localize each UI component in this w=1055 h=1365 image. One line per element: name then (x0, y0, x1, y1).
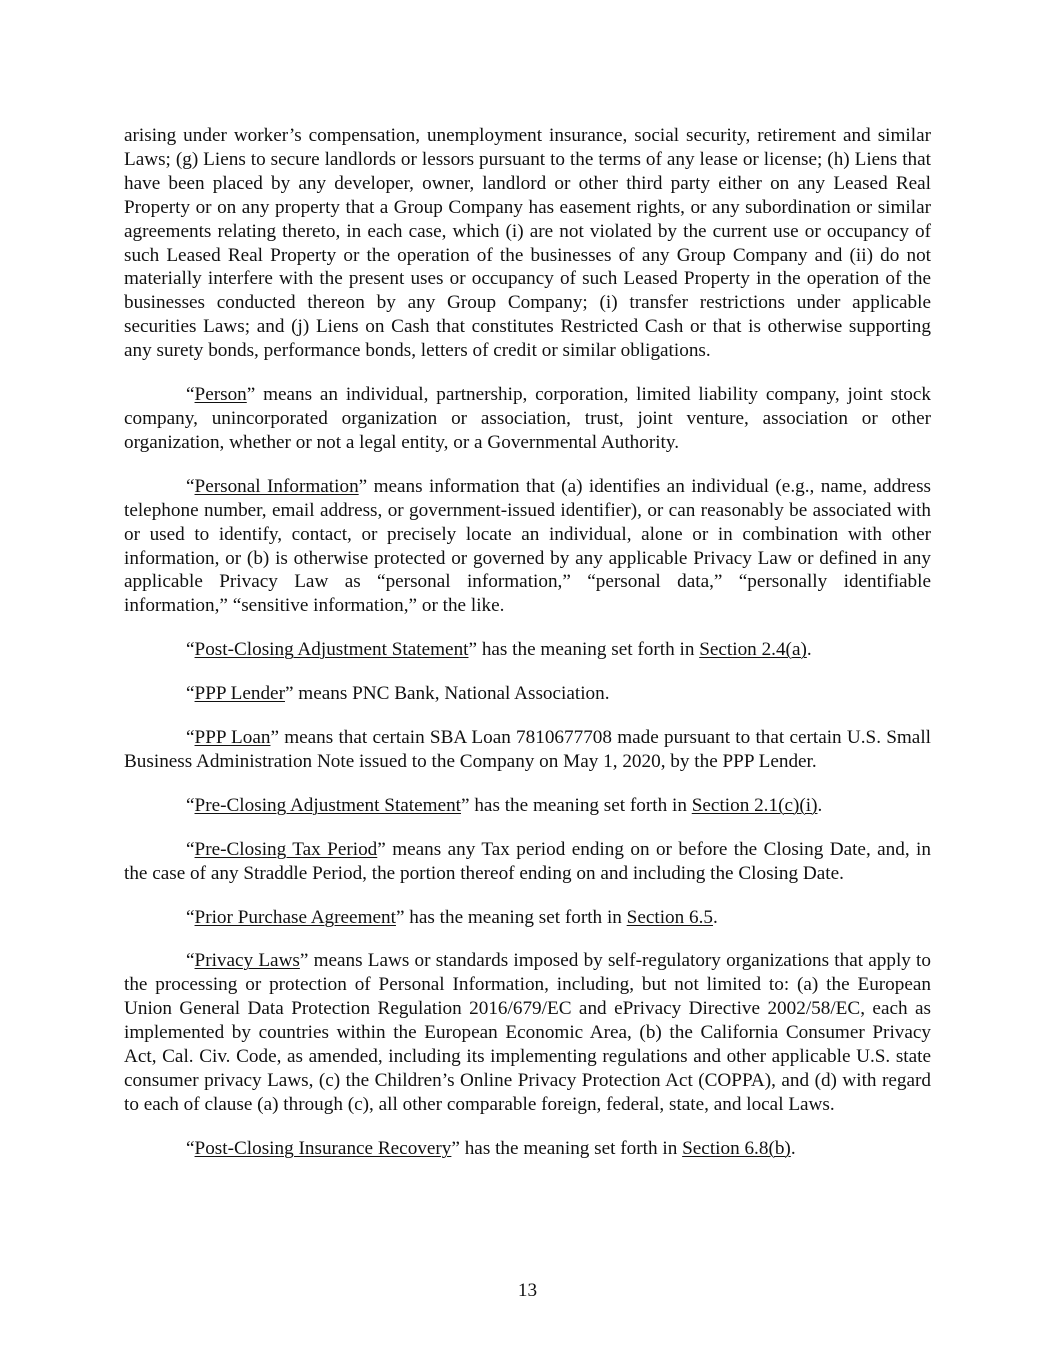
section-reference: Section 2.1(c)(i) (691, 794, 818, 816)
defined-term: Pre-Closing Adjustment Statement (194, 794, 462, 816)
defined-term: PPP Lender (194, 683, 285, 705)
defined-term: Person (194, 384, 247, 406)
section-reference: Section 6.5 (626, 906, 714, 928)
defined-term: PPP Loan (194, 727, 271, 749)
definition-prior-purchase-agreement: “Prior Purchase Agreement” has the meaning set forth in Section 6.5. (186, 906, 718, 928)
section-reference: Section 2.4(a) (699, 639, 807, 661)
document-page (124, 124, 931, 1181)
definition-privacy-laws: “Privacy Laws” means Laws or standards imposed by self-regulatory organizations that apply to the processing or protection of Personal Information, including, but not limited to: (a) the European Union General Data Protection Regulation 2016/679/EC and ePrivacy Directive 2002/58/EC, each as implemented by countries within the European Economic Area, (b) the California Consumer Privacy Act, Cal. Civ. Code, as amended, including its implementing regulations and other applicable U.S. state consumer privacy Laws, (c) the Children’s Online Privacy Protection Act (COPPA), and (d) with regard to each of clause (a) through (c), all other comparable foreign, federal, state, and local Laws. (124, 950, 931, 1115)
defined-term: Post-Closing Adjustment Statement (194, 639, 469, 661)
defined-term: Privacy Laws (194, 950, 300, 972)
definition-pre-closing-tax-period: “Pre-Closing Tax Period” means any Tax period ending on or before the Closing Date, and, in the case of any Straddle Period, the portion thereof ending on and including the Closing Date. (124, 838, 931, 884)
defined-term: Prior Purchase Agreement (194, 906, 396, 928)
intro-paragraph: arising under worker’s compensation, unemployment insurance, social security, retirement and similar Laws; (g) Liens to secure landlords or lessors pursuant to the terms of any lease or license; (h) Liens that have been placed by any developer, owner, landlord or other third party either on any Leased Real Property or on any property that a Group Company has easement rights, or any subordination or similar agreements relating thereto, in each case, which (i) are not violated by the current use or occupancy of such Leased Real Property or the operation of the businesses of any Group Company and (ii) do not materially interfere with the present uses or occupancy of such Leased Property in the operation of the businesses conducted thereon by any Group Company; (i) transfer restrictions under applicable securities Laws; and (j) Liens on Cash that constitutes Restricted Cash or that is otherwise supporting any surety bonds, performance bonds, letters of credit or similar obligations. (124, 125, 931, 362)
section-reference: Section 6.8(b) (682, 1137, 791, 1159)
page-number: 13 (517, 1280, 538, 1301)
definition-person: “Person” means an individual, partnership, corporation, limited liability company, joint stock company, unincorporated organization or association, trust, joint venture, association or other organization, whether or not a legal entity, or a Governmental Authority. (124, 384, 931, 453)
defined-term: Personal Information (194, 475, 359, 497)
definition-pre-closing-adjustment-statement: “Pre-Closing Adjustment Statement” has the meaning set forth in Section 2.1(c)(i). (186, 794, 823, 816)
definition-personal-information: “Personal Information” means information that (a) identifies an individual (e.g., name, address telephone number, email address, or government-issued identifier), or can reasonably be associated with or used to identify, contact, or precisely locate an individual, alone or in combination with other information, or (b) is otherwise protected or governed by any applicable Privacy Law or defined in any applicable Privacy Law as “personal information,” “personal data,” “personally identifiable information,” “sensitive information,” or the like. (124, 475, 931, 617)
definition-ppp-lender: “PPP Lender” means PNC Bank, National Association. (186, 683, 610, 705)
defined-term: Post-Closing Insurance Recovery (194, 1137, 452, 1159)
definition-post-closing-insurance-recovery: “Post-Closing Insurance Recovery” has the meaning set forth in Section 6.8(b). (186, 1137, 796, 1159)
definition-post-closing-adjustment-statement: “Post-Closing Adjustment Statement” has the meaning set forth in Section 2.4(a). (186, 639, 812, 661)
definition-ppp-loan: “PPP Loan” means that certain SBA Loan 7810677708 made pursuant to that certain U.S. Small Business Administration Note issued to the Company on May 1, 2020, by the PPP Lender. (124, 727, 931, 772)
defined-term: Pre-Closing Tax Period (194, 838, 378, 860)
